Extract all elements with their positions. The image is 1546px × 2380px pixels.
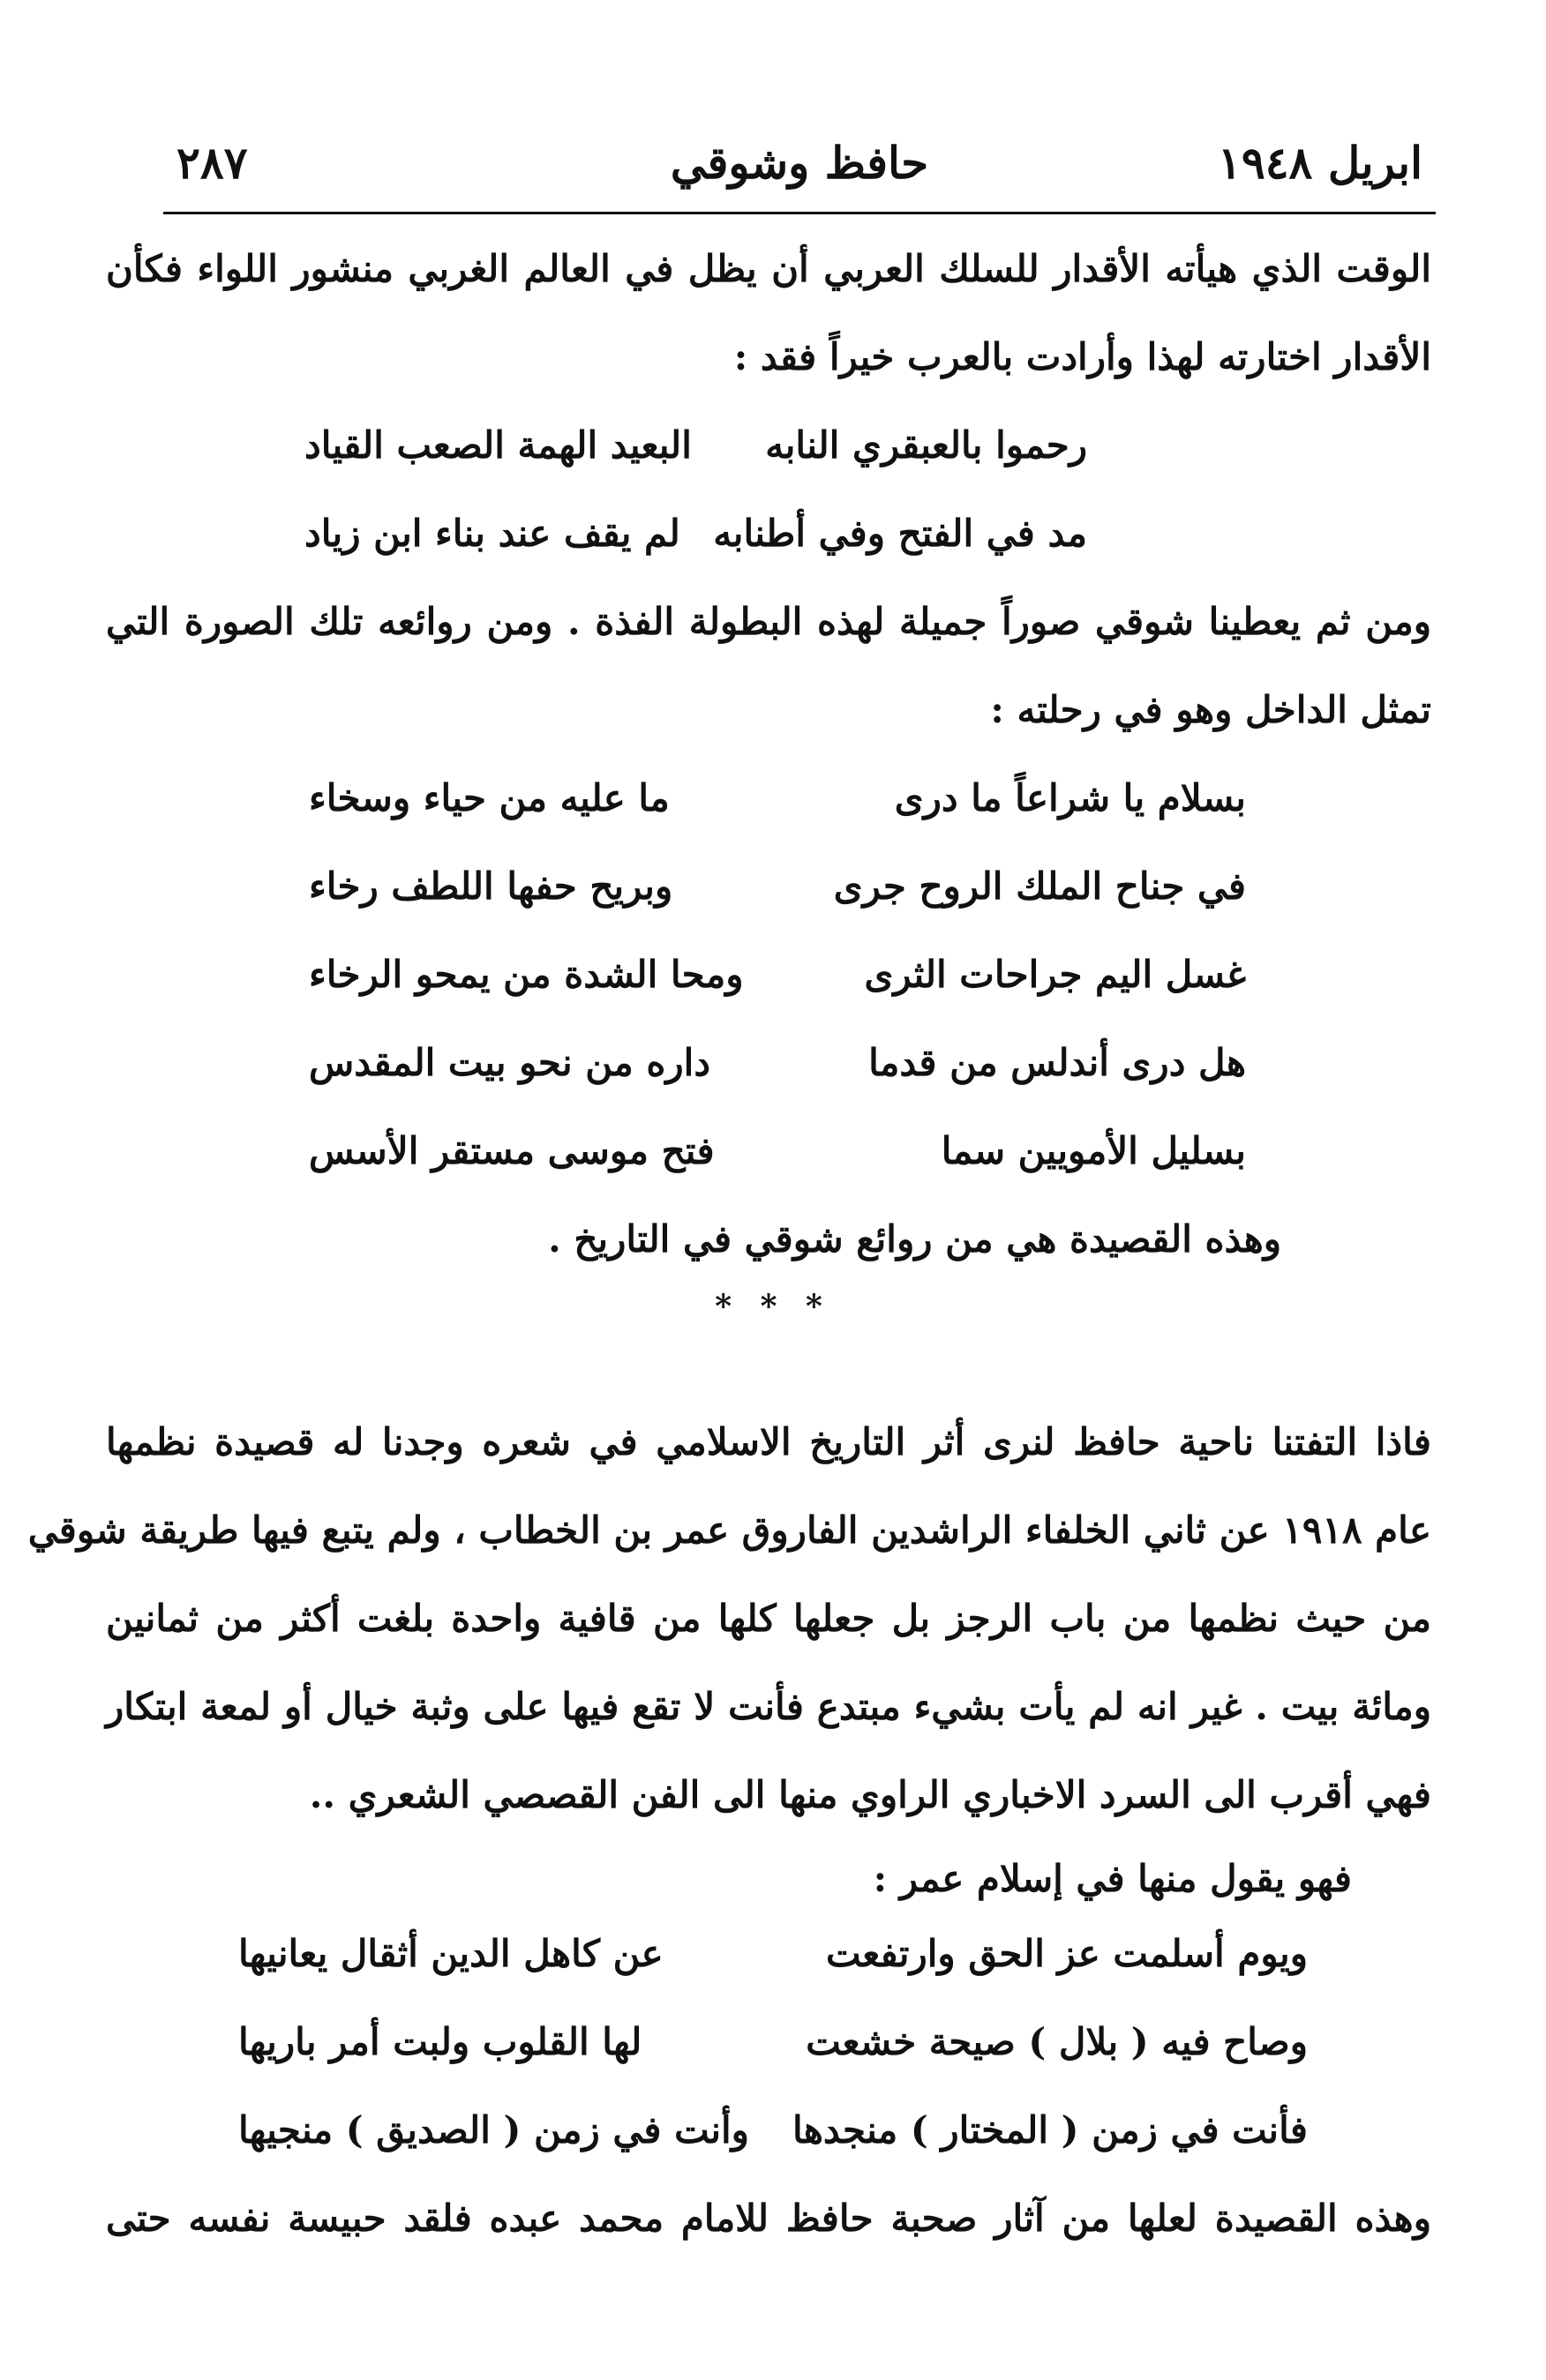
verse-line xyxy=(309,1107,1246,1195)
text-line: وهذه القصيدة لعلها من آثار صحبة حافظ للامام محمد عبده فلقد حبيسة نفسه حتى xyxy=(106,2197,1431,2240)
verse-second-hemistich: وبريح حفها اللطف رخاء xyxy=(309,864,673,908)
verse-first-hemistich: في جناح الملك الروح جرى xyxy=(833,864,1246,908)
text-line: وهذه القصيدة هي من روائع شوقي في التاريخ . xyxy=(548,1217,1281,1261)
verse-line xyxy=(309,931,1246,1019)
text-line: عام ١٩١٨ عن ثاني الخلفاء الراشدين الفاروق عمر بن الخطاب ، ولم يتبع فيها طريقة شوقي xyxy=(27,1508,1431,1552)
verse-line xyxy=(238,1910,1308,1998)
verse-first-hemistich: بسليل الأمويين سما xyxy=(941,1129,1246,1172)
verse-second-hemistich: داره من نحو بيت المقدس xyxy=(309,1041,711,1084)
verse-line xyxy=(238,2086,1308,2174)
verse-line xyxy=(309,1019,1246,1107)
verse-second-hemistich: فتح موسى مستقر الأسس xyxy=(309,1129,715,1172)
paragraph-final xyxy=(106,2174,1431,2263)
verse-second-hemistich: ومحا الشدة من يمحو الرخاء xyxy=(309,953,744,996)
verse-second-hemistich: لها القلوب ولبت أمر باريها xyxy=(238,2020,642,2063)
verse-second-hemistich: وأنت في زمن ( الصديق ) منجيها xyxy=(238,2108,749,2152)
verse-second-hemistich: لم يقف عند بناء ابن زياد xyxy=(304,512,680,555)
verse-line xyxy=(309,754,1246,842)
verse-first-hemistich: وصاح فيه ( بلال ) صيحة خشعت xyxy=(806,2020,1308,2063)
page-number: ٢٨٧ xyxy=(176,137,248,189)
verse-second-hemistich: ما عليه من حياء وسخاء xyxy=(309,776,670,820)
text-line: الأقدار اختارته لهذا وأرادت بالعرب خيراً فقد : xyxy=(733,335,1431,378)
verse-first-hemistich: غسل اليم جراحات الثرى xyxy=(864,953,1246,996)
verse-line xyxy=(304,401,1087,490)
text-line: تمثل الداخل وهو في رحلته : xyxy=(990,688,1431,731)
paragraph-intro xyxy=(106,225,1431,401)
text-line: ومائة بيت . غير انه لم يأت بشيء مبتدع فأنت لا تقع فيها على وثبة خيال أو لمعة ابتكار xyxy=(106,1685,1431,1728)
text-line: فهي أقرب الى السرد الاخباري الراوي منها الى الفن القصصي الشعري .. xyxy=(309,1773,1431,1816)
text-line: فاذا التفتنا ناحية حافظ لنرى أثر التاريخ الاسلامي في شعره وجدنا له قصيدة نظمها xyxy=(106,1420,1431,1463)
paragraph-hafez xyxy=(27,1398,1431,1839)
verse-first-hemistich: رحموا بالعبقري النابه xyxy=(765,423,1087,467)
text-line: ومن ثم يعطينا شوقي صوراً جميلة لهذه البطولة الفذة . ومن روائعه تلك الصورة التي xyxy=(106,600,1431,643)
verse-first-hemistich: بسلام يا شراعاً ما درى xyxy=(894,776,1246,820)
text-line: من حيث نظمها من باب الرجز بل جعلها كلها من قافية واحدة بلغت أكثر من ثمانين xyxy=(106,1597,1431,1640)
header-title: حافظ وشوقي xyxy=(670,137,929,189)
verse-line xyxy=(304,490,1087,578)
paragraph-shawqi-images xyxy=(106,578,1431,754)
verse-second-hemistich: البعيد الهمة الصعب القياد xyxy=(304,423,692,467)
section-separator: * * * xyxy=(715,1288,831,1325)
text-line: فهو يقول منها في إسلام عمر : xyxy=(873,1857,1352,1900)
page-header xyxy=(176,123,1422,203)
verse-first-hemistich: ويوم أسلمت عز الحق وارتفعت xyxy=(826,1932,1308,1975)
verse-second-hemistich: عن كاهل الدين أثقال يعانيها xyxy=(238,1932,664,1975)
verse-first-hemistich: هل درى أندلس من قدما xyxy=(868,1041,1246,1084)
header-rule xyxy=(163,212,1436,214)
verse-line xyxy=(238,1998,1308,2086)
paragraph-closing-shawqi xyxy=(441,1195,1281,1284)
verse-first-hemistich: فأنت في زمن ( المختار ) منجدها xyxy=(792,2108,1308,2152)
text-line: الوقت الذي هيأته الأقدار للسلك العربي أن يظل في العالم الغربي منشور اللواء فكأن xyxy=(106,247,1431,290)
header-date: ابريل ١٩٤٨ xyxy=(1217,137,1422,189)
verse-first-hemistich: مد في الفتح وفي أطنابه xyxy=(713,512,1087,555)
verse-line xyxy=(309,842,1246,931)
